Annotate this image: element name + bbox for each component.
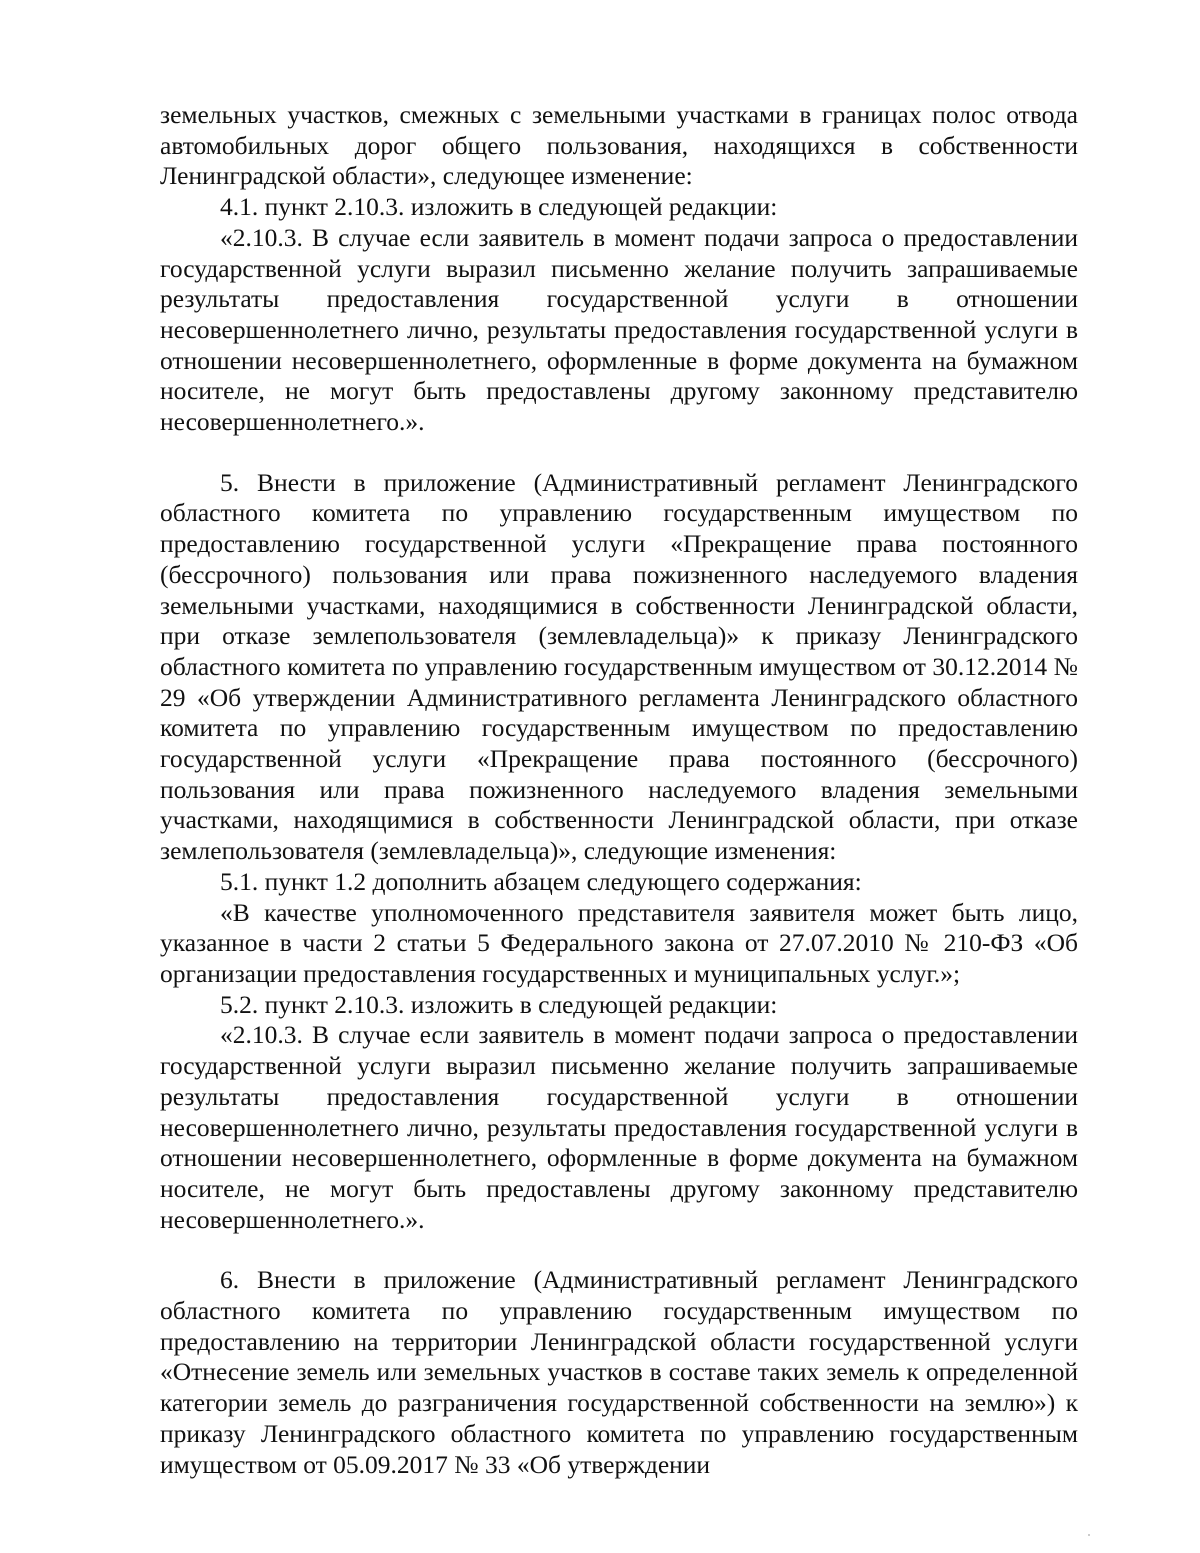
paragraph-item-4-1: 4.1. пункт 2.10.3. изложить в следующей редакции:: [220, 192, 778, 222]
paragraph-quote-2-10-3-second: «2.10.3. В случае если заявитель в момент подачи запроса о предоставлении государственной услуги выразил письменно желание получить запрашиваемые результаты предоставления государственной услуги в отношении несовершеннолетнего лично, результаты предоставления государственной услуги в отношении несовершеннолетнего, оформленные в форме документа на бумажном носителе, не могут быть предоставлены другому законному представителю несовершеннолетнего.».: [160, 1020, 1078, 1234]
paragraph-quote-representative: «В качестве уполномоченного представителя заявителя может быть лицо, указанное в части 2 статьи 5 Федерального закона от 27.07.2010 № 210-ФЗ «Об организации предоставления государственных и муниципальных услуг.»;: [160, 897, 1078, 988]
document-page: [160, 100, 1078, 1480]
paragraph-quote-2-10-3: «2.10.3. В случае если заявитель в момент подачи запроса о предоставлении государственной услуги выразил письменно желание получить запрашиваемые результаты предоставления государственной услуги в отношении несовершеннолетнего лично, результаты предоставления государственной услуги в отношении несовершеннолетнего, оформленные в форме документа на бумажном носителе, не могут быть предоставлены другому законному представителю несовершеннолетнего.».: [160, 222, 1078, 437]
paragraph-item-5-2: 5.2. пункт 2.10.3. изложить в следующей редакции:: [220, 989, 778, 1019]
paragraph-item-6: 6. Внести в приложение (Административный регламент Ленинградского областного комитета по управлению государственным имуществом по предоставлению на территории Ленинградской области государственной услуги «Отнесение земель или земельных участков в составе таких земель к определенной категории земель до разграничения государственной собственности на землю») к приказу Ленинградского областного комитета по управлению государственным имуществом от 05.09.2017 № 33 «Об утверждении: [160, 1265, 1078, 1479]
scan-speck: [1088, 1534, 1090, 1536]
paragraph-item-5: 5. Внести в приложение (Административный регламент Ленинградского областного комитета по управлению государственным имуществом по предоставлению государственной услуги «Прекращение права постоянного (бессрочного) пользования или права пожизненного наследуемого владения земельными участками, находящимися в собственности Ленинградской области, при отказе землепользователя (землевладельца)» к приказу Ленинградского областного комитета по управлению государственным имуществом от 30.12.2014 № 29 «Об утверждении Административного регламента Ленинградского областного комитета по управлению государственным имуществом по предоставлению государственной услуги «Прекращение права постоянного (бессрочного) пользования или права пожизненного наследуемого владения земельными участками, находящимися в собственности Ленинградской области, при отказе землепользователя (землевладельца)», следующие изменения:: [160, 467, 1078, 866]
paragraph-continuation: земельных участков, смежных с земельными участками в границах полос отвода автомобильных дорог общего пользования, находящихся в собственности Ленинградской области», следующее изменение:: [160, 100, 1078, 191]
paragraph-item-5-1: 5.1. пункт 1.2 дополнить абзацем следующего содержания:: [220, 866, 862, 896]
